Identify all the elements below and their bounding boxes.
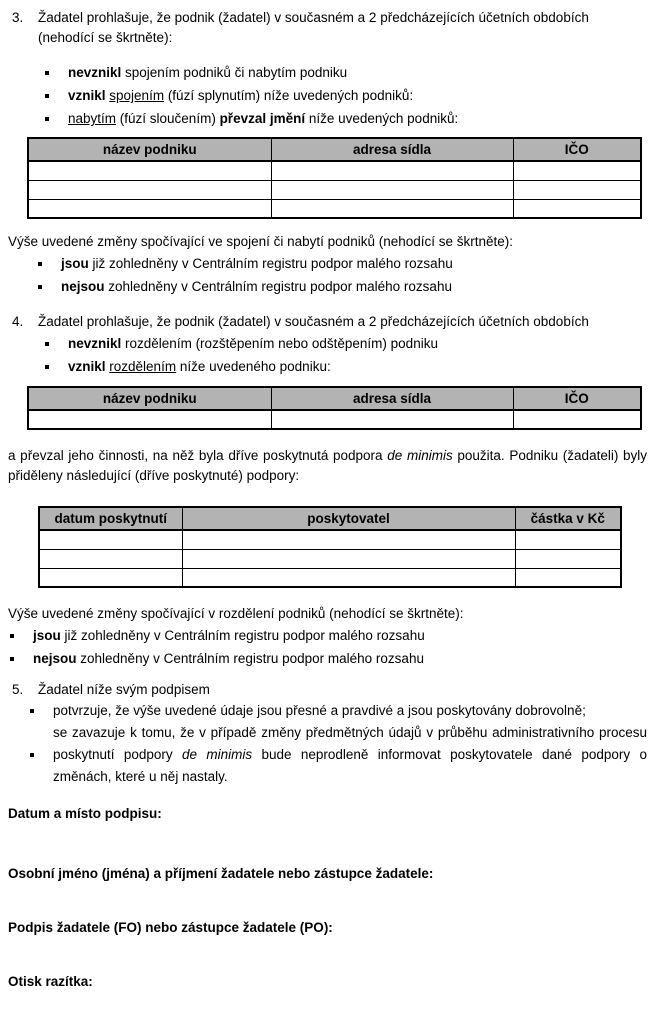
item-4-heading: Žadatel prohlašuje, že podnik (žadatel) v současném a 2 předcházejících účetních obdobích [38,314,589,329]
item-5-heading: Žadatel níže svým podpisem [38,682,210,697]
item-4 [8,312,647,332]
bullet-item [30,722,647,788]
bullet-square-icon [10,647,33,670]
empty-cell [513,410,641,429]
empty-cell [28,161,271,180]
table-row [28,161,641,180]
bullet-item [45,107,647,130]
empty-cell [28,410,271,429]
empty-cell [513,199,641,218]
bullet-text: vznikl rozdělením níže uvedeného podniku: [68,359,331,374]
table-row [28,410,641,429]
bullet-square-icon [45,84,68,107]
col-header-datum-poskytnuti: datum poskytnutí [39,507,182,530]
bullet-square-icon [45,355,68,378]
table-header-row [28,138,641,161]
bullet-square-icon [38,252,61,275]
empty-cell [28,180,271,199]
empty-cell [182,568,515,587]
bullet-item [38,252,647,275]
bullet-text: nejsou zohledněny v Centrálním registru podpor malého rozsahu [33,651,424,666]
col-header-ico: IČO [513,387,641,410]
item-3 [8,8,647,48]
col-header-nazev-podniku: název podniku [28,138,271,161]
item-5-number: 5. [12,682,24,697]
empty-cell [271,180,513,199]
table-header-row [28,387,641,410]
bullet-item [10,647,647,670]
empty-cell [39,568,182,587]
bullet-text: nevznikl rozdělením (rozštěpením nebo odštěpením) podniku [68,336,438,351]
bullet-square-icon [45,61,68,84]
table-header-row [39,507,621,530]
item-3-bullets [45,61,647,130]
applicant-signature-label: Podpis žadatele (FO) nebo zástupce žadatele (PO): [8,920,333,935]
stamp-label: Otisk razítka: [8,974,93,989]
bullet-square-icon [30,700,53,722]
bullet-text: nejsou zohledněny v Centrálním registru podpor malého rozsahu [61,279,452,294]
merger-note-text: Výše uvedené změny spočívající ve spojení či nabytí podniků (nehodící se škrtněte): [8,234,514,249]
bullet-text: nevznikl spojením podniků či nabytím podniku [68,65,348,80]
col-header-nazev-podniku: název podniku [28,387,271,410]
empty-cell [182,549,515,568]
bullet-item [38,275,647,298]
bullet-item [45,84,647,107]
col-header-ico: IČO [513,138,641,161]
empty-cell [182,530,515,549]
empty-cell [515,549,621,568]
empty-cell [271,161,513,180]
empty-cell [28,199,271,218]
bullet-square-icon [38,275,61,298]
bullet-item [45,355,647,378]
bullet-square-icon [45,332,68,355]
col-header-castka-v-kc: částka v Kč [515,507,621,530]
item-3-number: 3. [12,10,24,25]
item-3-heading: Žadatel prohlašuje, že podnik (žadatel) v současném a 2 předcházejících účetních obdobích (nehodící se škrtněte): [38,10,589,45]
merger-note-bullets [38,252,647,298]
empty-cell [515,568,621,587]
support-table [38,506,622,588]
empty-cell [513,180,641,199]
bullet-text: jsou již zohledněny v Centrálním registru podpor malého rozsahu [61,256,453,271]
bullet-text: nabytím (fúzí sloučením) převzal jmění níže uvedených podniků: [68,111,459,126]
bullet-square-icon [10,624,33,647]
bullet-item [10,624,647,647]
empty-cell [271,410,513,429]
division-paragraph: a převzal jeho činnosti, na něž byla dříve poskytnutá podpora de minimis použita. Podniku (žadateli) byly přiděleny následující (dříve poskytnuté) podpory: [8,448,648,483]
table-row [28,180,641,199]
empty-cell [513,161,641,180]
applicant-name-label: Osobní jméno (jména) a příjmení žadatele nebo zástupce žadatele: [8,866,434,881]
company-table-2 [27,386,642,430]
col-header-adresa-sidla: adresa sídla [271,138,513,161]
table-row [39,549,621,568]
empty-cell [39,549,182,568]
bullet-text: vznikl spojením (fúzí splynutím) níže uvedených podniků: [68,88,414,103]
item-5-bullets [30,700,647,788]
empty-cell [515,530,621,549]
bullet-text: potvrzuje, že výše uvedené údaje jsou přesné a pravdivé a jsou poskytovány dobrovolně; [53,703,586,718]
bullet-text: jsou již zohledněny v Centrálním registru podpor malého rozsahu [33,628,425,643]
company-table-1 [27,137,642,219]
division-note-text: Výše uvedené změny spočívající v rozdělení podniků (nehodící se škrtněte): [8,606,464,621]
table-row [39,568,621,587]
bullet-item [45,332,647,355]
bullet-text: se zavazuje k tomu, že v případě změny předmětných údajů v průběhu administrativního procesu poskytnutí podpory de minimis bude neprodleně informovat poskytovatele dané podpory o změnách, které u něj nastaly. [53,725,648,784]
bullet-square-icon [45,107,68,130]
item-4-number: 4. [12,314,24,329]
empty-cell [39,530,182,549]
division-note-bullets [10,624,647,670]
bullet-item [45,61,647,84]
empty-cell [271,199,513,218]
col-header-adresa-sidla: adresa sídla [271,387,513,410]
date-place-signature-label: Datum a místo podpisu: [8,806,162,821]
col-header-poskytovatel: poskytovatel [182,507,515,530]
bullet-square-icon [30,722,53,788]
table-row [39,530,621,549]
item-5 [8,680,647,700]
item-4-bullets [45,332,647,378]
bullet-item [30,700,647,722]
table-row [28,199,641,218]
